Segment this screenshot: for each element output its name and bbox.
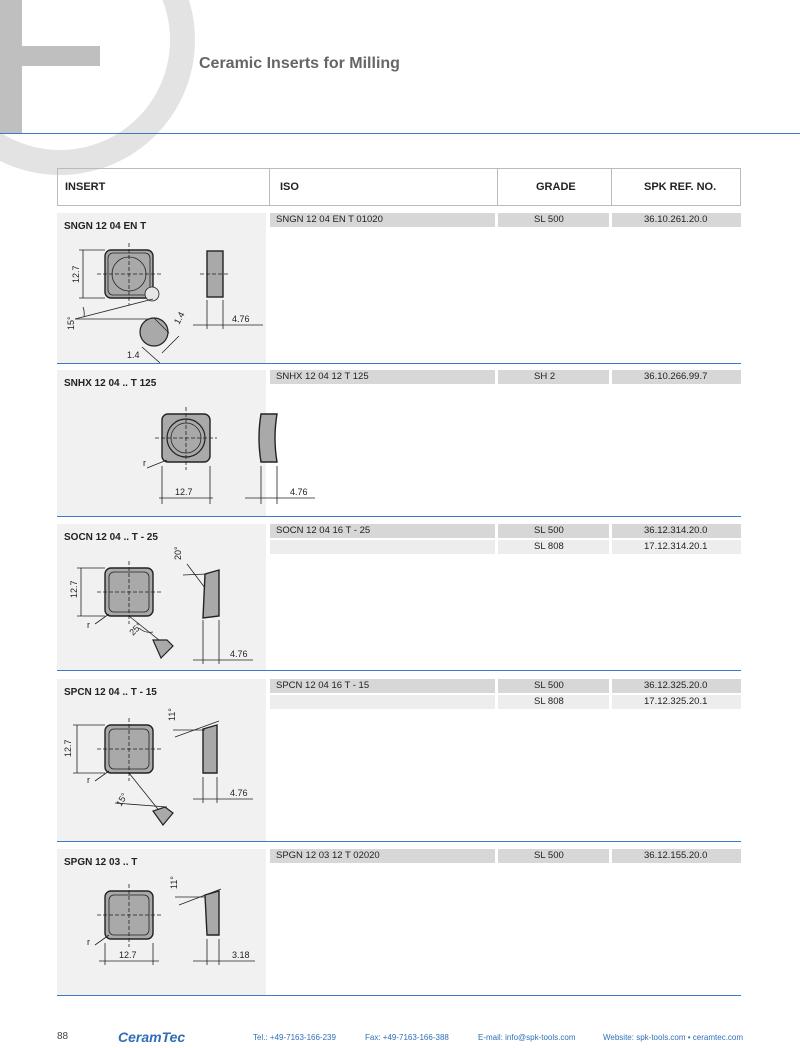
grade-cell: SL 808 — [498, 695, 609, 709]
insert-section — [57, 849, 741, 995]
table-row — [270, 213, 741, 227]
header-rule — [0, 133, 800, 134]
header-divider — [269, 169, 270, 205]
dim-clearance: 11° — [169, 876, 179, 889]
grade-cell: SL 500 — [498, 849, 609, 863]
insert-drawing — [57, 873, 266, 995]
header-logo-graphic — [0, 0, 200, 133]
insert-name: SOCN 12 04 .. T - 25 — [64, 532, 158, 543]
dim-chamfer-1: 1.4 — [171, 310, 187, 326]
insert-panel — [57, 213, 266, 363]
insert-section — [57, 213, 741, 363]
insert-drawing — [57, 703, 266, 841]
ref-cell: 36.12.314.20.0 — [612, 524, 741, 538]
dim-thickness: 4.76 — [290, 487, 308, 497]
footer-fax: Fax: +49-7163-166-388 — [365, 1033, 449, 1042]
table-header — [57, 168, 741, 206]
dim-angle: 15° — [114, 791, 130, 808]
dim-clearance: 11° — [167, 708, 177, 721]
dim-diameter: 12.7 — [71, 265, 81, 283]
ref-cell: 36.10.261.20.0 — [612, 213, 741, 227]
header-insert: INSERT — [65, 181, 106, 193]
grade-cell: SL 500 — [498, 213, 609, 227]
ref-cell: 17.12.314.20.1 — [612, 540, 741, 554]
dim-thickness: 4.76 — [230, 649, 248, 659]
table-row — [270, 679, 741, 693]
dim-thickness: 3.18 — [232, 950, 250, 960]
dim-thickness: 4.76 — [230, 788, 248, 798]
insert-section — [57, 370, 741, 516]
section-divider — [57, 363, 741, 364]
insert-name: SNGN 12 04 EN T — [64, 221, 147, 232]
table-row — [270, 695, 741, 709]
section-divider — [57, 841, 741, 842]
header-divider — [497, 169, 498, 205]
header-ref: SPK REF. NO. — [644, 181, 717, 193]
footer — [0, 1030, 800, 1046]
iso-cell: SPCN 12 04 16 T - 15 — [270, 679, 495, 693]
insert-section — [57, 524, 741, 670]
table-row — [270, 849, 741, 863]
insert-panel — [57, 849, 266, 995]
iso-cell — [270, 540, 495, 554]
table-row — [270, 370, 741, 384]
dim-angle: 25° — [127, 620, 145, 638]
dim-clearance: 20° — [173, 546, 183, 560]
insert-drawing — [57, 237, 266, 363]
ref-cell: 17.12.325.20.1 — [612, 695, 741, 709]
header-divider — [611, 169, 612, 205]
dim-radius: r — [143, 458, 146, 468]
dim-radius: r — [87, 937, 90, 947]
dim-chamfer-2: 1.4 — [127, 350, 140, 360]
brand-logo: CeramTec — [118, 1029, 186, 1045]
ref-cell: 36.12.155.20.0 — [612, 849, 741, 863]
dim-diameter: 12.7 — [63, 739, 73, 757]
iso-cell: SNGN 12 04 EN T 01020 — [270, 213, 495, 227]
insert-drawing — [57, 548, 266, 670]
iso-cell: SOCN 12 04 16 T - 25 — [270, 524, 495, 538]
dim-thickness: 4.76 — [232, 314, 250, 324]
insert-drawing — [57, 394, 308, 514]
iso-cell — [270, 695, 495, 709]
footer-tel: Tel.: +49-7163-166-239 — [253, 1033, 336, 1042]
iso-cell: SPGN 12 03 12 T 02020 — [270, 849, 495, 863]
insert-panel — [57, 679, 266, 841]
section-divider — [57, 516, 741, 517]
insert-panel — [57, 370, 308, 516]
grade-cell: SL 500 — [498, 679, 609, 693]
header-grade: GRADE — [536, 181, 576, 193]
page-title: Ceramic Inserts for Milling — [199, 55, 400, 72]
dim-diameter: 12.7 — [175, 487, 193, 497]
insert-section — [57, 679, 741, 841]
insert-panel — [57, 524, 266, 670]
insert-name: SPGN 12 03 .. T — [64, 857, 138, 868]
ref-cell: 36.12.325.20.0 — [612, 679, 741, 693]
grade-cell: SL 808 — [498, 540, 609, 554]
header-iso: ISO — [280, 181, 299, 193]
footer-website[interactable]: Website: spk-tools.com • ceramtec.com — [603, 1033, 744, 1042]
table-row — [270, 540, 741, 554]
ref-cell: 36.10.266.99.7 — [612, 370, 741, 384]
page-number: 88 — [57, 1031, 69, 1042]
dim-angle: 15° — [66, 316, 76, 330]
dim-diameter: 12.7 — [69, 580, 79, 598]
dim-radius: r — [87, 775, 90, 785]
insert-name: SNHX 12 04 .. T 125 — [64, 378, 157, 389]
grade-cell: SL 500 — [498, 524, 609, 538]
dim-diameter: 12.7 — [119, 950, 137, 960]
section-divider — [57, 995, 741, 996]
insert-name: SPCN 12 04 .. T - 15 — [64, 687, 157, 698]
grade-cell: SH 2 — [498, 370, 609, 384]
section-divider — [57, 670, 741, 671]
table-row — [270, 524, 741, 538]
iso-cell: SNHX 12 04 12 T 125 — [270, 370, 495, 384]
footer-email[interactable]: E-mail: info@spk-tools.com — [478, 1033, 576, 1042]
dim-radius: r — [87, 620, 90, 630]
